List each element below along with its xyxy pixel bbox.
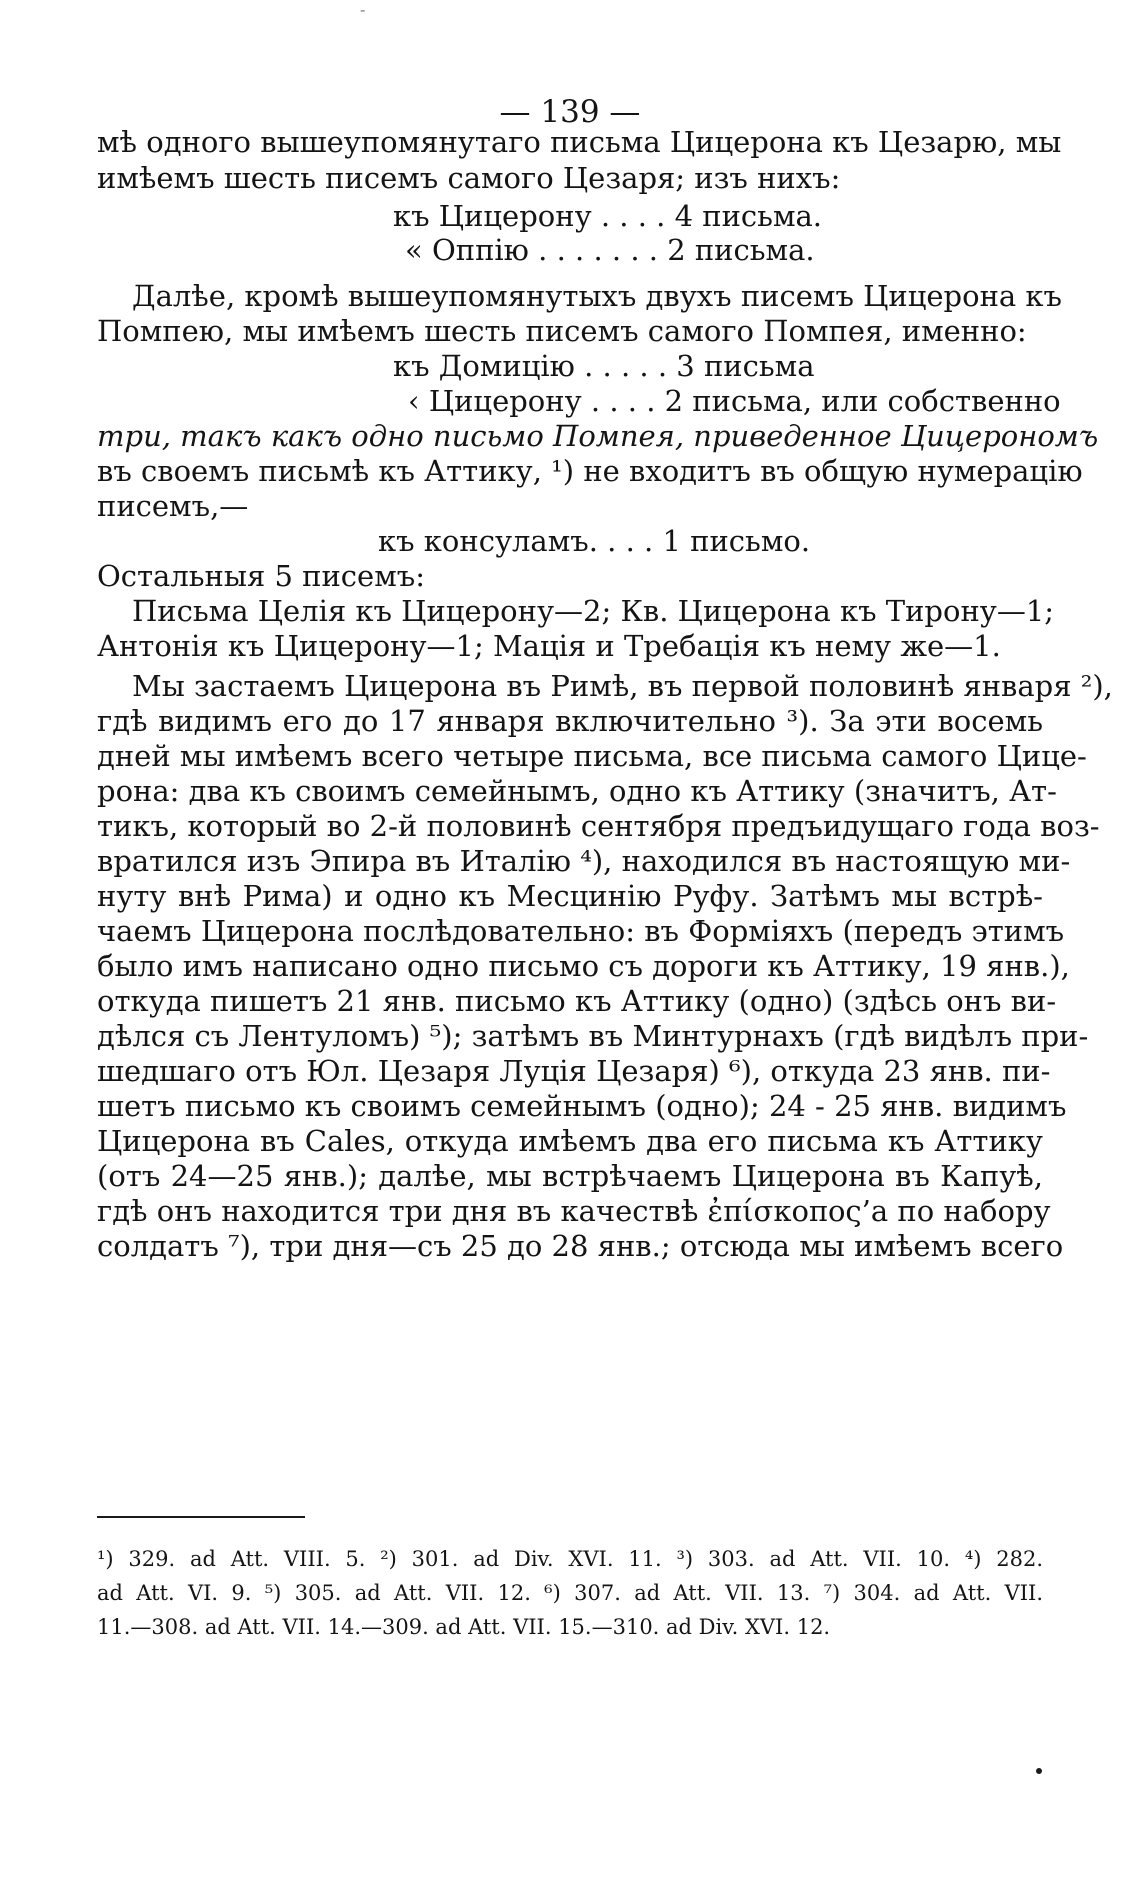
text-line: Помпею, мы имѣемъ шесть писемъ самого Помпея, именно: xyxy=(97,314,1027,348)
list-entry: ‹ Цицерону . . . . 2 письма, или собственно xyxy=(408,384,1061,418)
page-number: — 139 — xyxy=(499,94,641,130)
text-line: было имъ написано одно письмо съ дороги къ Аттику, 19 янв.), xyxy=(97,949,1070,983)
text-line: Цицерона въ Cales, откуда имѣемъ два его письма къ Аттику xyxy=(97,1124,1043,1158)
text-line: мѣ одного вышеупомянутаго письма Цицерона къ Цезарю, мы xyxy=(97,125,1062,159)
text-line: дѣлся съ Лентуломъ) ⁵); затѣмъ въ Минтурнахъ (гдѣ видѣлъ при- xyxy=(97,1019,1089,1053)
text-line: тикъ, который во 2-й половинѣ сентября предъидущаго года воз- xyxy=(97,809,1100,843)
text-line: солдатъ ⁷), три дня—съ 25 до 28 янв.; отсюда мы имѣемъ всего xyxy=(97,1229,1064,1263)
list-entry: къ Цицерону . . . . 4 письма. xyxy=(393,199,823,233)
paragraph-first-line: Мы застаемъ Цицерона въ Римѣ, въ первой половинѣ января ²), xyxy=(132,669,1113,703)
text-line: (отъ 24—25 янв.); далѣе, мы встрѣчаемъ Цицерона въ Капуѣ, xyxy=(97,1159,1043,1193)
list-entry: къ Домицію . . . . . 3 письма xyxy=(393,349,815,383)
text-line: имѣемъ шесть писемъ самого Цезаря; изъ нихъ: xyxy=(97,161,841,195)
ink-speck xyxy=(1036,1768,1042,1774)
paragraph-first-line: Письма Целія къ Цицерону—2; Кв. Цицерона къ Тирону—1; xyxy=(132,594,1055,628)
footnote-line: ¹) 329. ad Att. VIII. 5. ²) 301. ad Div. XVI. 11. ³) 303. ad Att. VII. 10. ⁴) 282. xyxy=(97,1547,1043,1571)
text-line: чаемъ Цицерона послѣдовательно: въ Формiяхъ (передъ этимъ xyxy=(97,914,1065,948)
text-line: писемъ,— xyxy=(97,489,249,523)
text-line: шетъ письмо къ своимъ семейнымъ (одно); 24 - 25 янв. видимъ xyxy=(97,1089,1067,1123)
text-line: Антонія къ Цицерону—1; Мація и Требація къ нему же—1. xyxy=(97,629,1001,663)
text-line: гдѣ видимъ его до 17 января включительно ³). За эти восемь xyxy=(97,704,1043,738)
paragraph-first-line: Далѣе, кромѣ вышеупомянутыхъ двухъ писемъ Цицерона къ xyxy=(132,279,1062,313)
text-line: шедшаго отъ Юл. Цезаря Луція Цезаря) ⁶), откуда 23 янв. пи- xyxy=(97,1054,1051,1088)
list-entry: къ консуламъ. . . . 1 письмо. xyxy=(378,524,811,558)
footnote-line: ad Att. VI. 9. ⁵) 305. ad Att. VII. 12. ⁶) 307. ad Att. VII. 13. ⁷) 304. ad Att. VII. xyxy=(97,1581,1043,1605)
footnote-line: 11.—308. ad Att. VII. 14.—309. ad Att. VII. 15.—310. ad Div. XVI. 12. xyxy=(97,1615,831,1639)
top-edge-mark: - xyxy=(360,0,366,19)
text-line: нуту внѣ Рима) и одно къ Месцинію Руфу. Затѣмъ мы встрѣ- xyxy=(97,879,1043,913)
text-line: откуда пишетъ 21 янв. письмо къ Аттику (одно) (здѣсь онъ ви- xyxy=(97,984,1057,1018)
text-line: дней мы имѣемъ всего четыре письма, все письма самого Цице- xyxy=(97,739,1087,773)
text-line: рона: два къ своимъ семейнымъ, одно къ Аттику (значитъ, Ат- xyxy=(97,774,1057,808)
text-line: гдѣ онъ находится три дня въ качествѣ ἐπίσκοπος’а по набору xyxy=(97,1194,1051,1228)
text-line: Остальныя 5 писемъ: xyxy=(97,559,425,593)
footnote-divider xyxy=(97,1516,305,1518)
text-line: три, такъ какъ одно письмо Помпея, приведенное Цицерономъ xyxy=(97,419,1099,453)
list-entry: « Оппію . . . . . . . 2 письма. xyxy=(405,233,815,267)
text-line: вратился изъ Эпира въ Италію ⁴), находился въ настоящую ми- xyxy=(97,844,1071,878)
text-line: въ своемъ письмѣ къ Аттику, ¹) не входитъ въ общую нумерацію xyxy=(97,454,1083,488)
